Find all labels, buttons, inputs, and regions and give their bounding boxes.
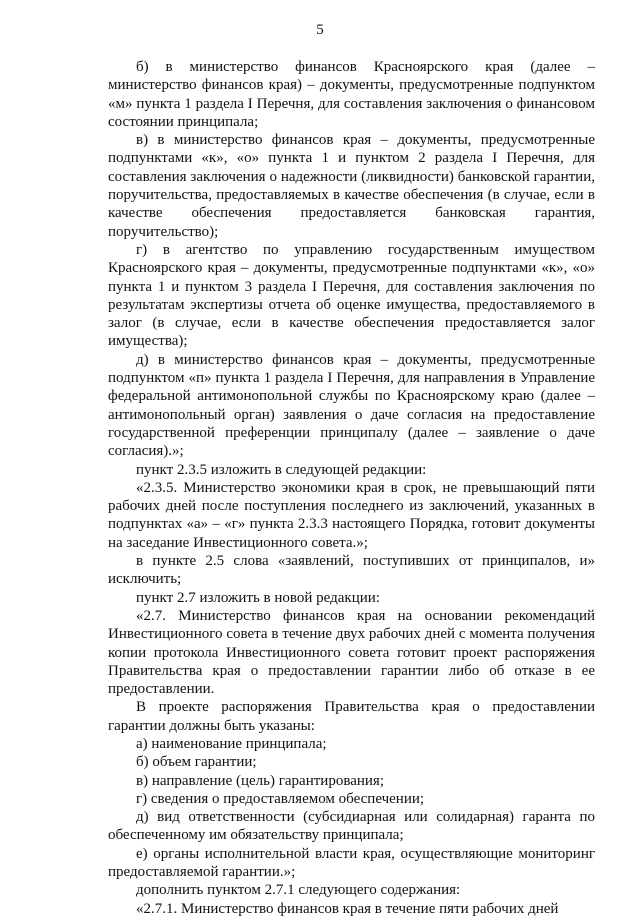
paragraph: дополнить пунктом 2.7.1 следующего содержания: — [136, 882, 461, 899]
document-body — [108, 58, 595, 918]
list-item: б) объем гарантии; — [136, 754, 257, 771]
paragraph: в пункте 2.5 слова «заявлений, поступивших от принципалов, и» исключить; — [108, 553, 595, 588]
paragraph: «2.3.5. Министерство экономики края в срок, не превышающий пяти рабочих дней после поступления последнего из заключений, указанных в подпунктах «а» – «г» пункта 2.3.3 настоящего Порядка, готовит документы на заседание Инвестиционного совета.»; — [108, 479, 595, 551]
list-item: в) направление (цель) гарантирования; — [136, 772, 384, 789]
list-item: д) вид ответственности (субсидиарная или солидарная) гаранта по обеспеченному им обязательству принципала; — [108, 809, 595, 844]
paragraph: б) в министерство финансов Красноярского края (далее – министерство финансов края) – документы, предусмотренные подпунктом «м» пункта 1 раздела I Перечня, для составления заключения о финансовом состоянии принципала; — [108, 59, 595, 130]
paragraph: в) в министерство финансов края – документы, предусмотренные подпунктами «к», «о» пункта 1 и пунктом 2 раздела I Перечня, для составления заключения о надежности (ликвидности) банковской гарантии, поручительства, предоставляемых в качестве обеспечения (в случае, если в качестве обеспечения предоставляется банковская гарантия, поручительство); — [108, 132, 595, 240]
paragraph: «2.7.1. Министерство финансов края в течение пяти рабочих дней — [136, 900, 559, 917]
paragraph: г) в агентство по управлению государственным имуществом Красноярского края – документы, предусмотренные подпунктами «к», «о» пункта 1 и пунктом 3 раздела I Перечня, для составления заключения по результатам экспертизы отчета об оценке имущества, предоставляемого в залог (в случае, если в качестве обеспечения предоставляется залог имущества); — [108, 241, 595, 350]
paragraph: В проекте распоряжения Правительства края о предоставлении гарантии должны быть указаны: — [108, 699, 595, 734]
list-item: е) органы исполнительной власти края, осуществляющие мониторинг предоставляемой гарантии.»; — [108, 845, 595, 881]
page-number: 5 — [316, 22, 324, 38]
paragraph: пункт 2.3.5 изложить в следующей редакции: — [136, 461, 427, 478]
list-item: а) наименование принципала; — [136, 735, 327, 752]
list-item: г) сведения о предоставляемом обеспечении; — [136, 790, 425, 807]
paragraph: пункт 2.7 изложить в новой редакции: — [136, 589, 380, 606]
paragraph: д) в министерство финансов края – документы, предусмотренные подпунктом «п» пункта 1 раздела I Перечня, для направления в Управление федеральной антимонопольной службы по Красноярскому краю (далее – антимонопольный орган) заявления о даче согласия на предоставление государственной преференции принципалу (далее – заявление о даче согласия).»; — [108, 351, 595, 460]
paragraph: «2.7. Министерство финансов края на основании рекомендаций Инвестиционного совета в течение двух рабочих дней с момента получения копии протокола Инвестиционного совета готовит проект распоряжения Правительства края о предоставлении гарантии либо об отказе в ее предоставлении. — [108, 607, 595, 698]
